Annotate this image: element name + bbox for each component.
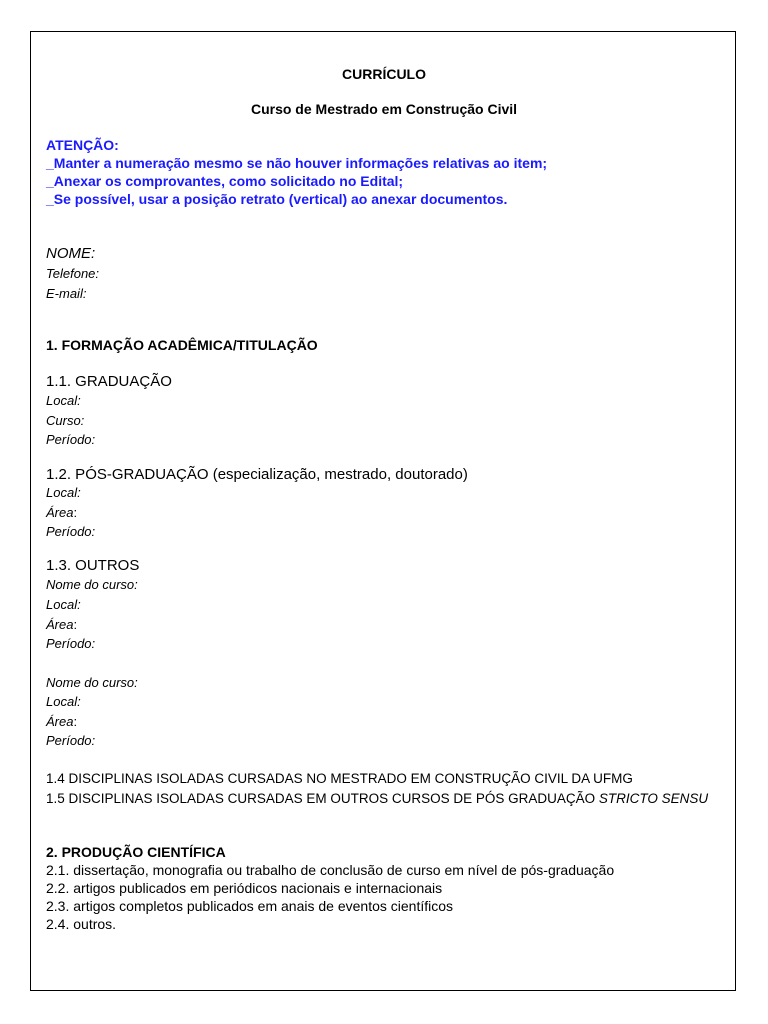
email-label: E-mail: [46,286,87,301]
section1-title: 1. FORMAÇÃO ACADÊMICA/TITULAÇÃO [46,337,318,353]
others-local: Local: [46,597,81,612]
others-course-name-2: Nome do curso: [46,675,138,690]
item-1-5-text: 1.5 DISCIPLINAS ISOLADAS CURSADAS EM OUTROS CURSOS DE PÓS GRADUAÇÃO [46,791,599,806]
attention-line: _Se possível, usar a posição retrato (vertical) ao anexar documentos. [46,191,508,207]
others-area-label: Área [46,617,74,632]
others-area [46,617,77,632]
document-subtitle: Curso de Mestrado em Construção Civil [250,101,518,117]
section2-item: 2.1. dissertação, monografia ou trabalho de conclusão de curso em nível de pós-graduação [46,862,615,878]
others-area-2 [46,714,77,729]
others-area-colon-2: : [73,714,78,729]
others-area-colon: : [73,617,78,632]
postgrad-area-colon: : [73,505,78,520]
postgrad-period: Período: [46,524,96,539]
postgrad-area [46,505,77,520]
phone-label: Telefone: [46,266,100,281]
postgrad-local: Local: [46,485,81,500]
name-label: NOME: [46,245,96,262]
others-course-name: Nome do curso: [46,577,138,592]
attention-line: _Anexar os comprovantes, como solicitado no Edital; [46,173,404,189]
section2-item: 2.3. artigos completos publicados em anais de eventos científicos [46,898,454,914]
graduation-course: Curso: [46,413,85,428]
section2-item: 2.4. outros. [46,916,117,932]
others-period-2: Período: [46,733,96,748]
postgrad-title: 1.2. PÓS-GRADUAÇÃO (especialização, mestrado, doutorado) [46,466,468,483]
others-title: 1.3. OUTROS [46,557,140,574]
postgrad-area-label: Área [46,505,74,520]
attention-line: _Manter a numeração mesmo se não houver informações relativas ao item; [46,155,548,171]
section2-title: 2. PRODUÇÃO CIENTÍFICA [46,844,226,860]
graduation-title: 1.1. GRADUAÇÃO [46,373,172,390]
attention-label: ATENÇÃO: [46,137,119,153]
item-1-4: 1.4 DISCIPLINAS ISOLADAS CURSADAS NO MESTRADO EM CONSTRUÇÃO CIVIL DA UFMG [46,771,633,786]
others-local-2: Local: [46,694,81,709]
graduation-local: Local: [46,393,81,408]
others-area-label-2: Área [46,714,74,729]
item-1-5 [46,791,708,806]
graduation-period: Período: [46,432,96,447]
section2-item: 2.2. artigos publicados em periódicos nacionais e internacionais [46,880,443,896]
others-period: Período: [46,636,96,651]
document-title: CURRÍCULO [342,66,426,82]
document-page [30,31,736,991]
item-1-5-italic: STRICTO SENSU [598,791,709,806]
attention-block [46,136,547,208]
